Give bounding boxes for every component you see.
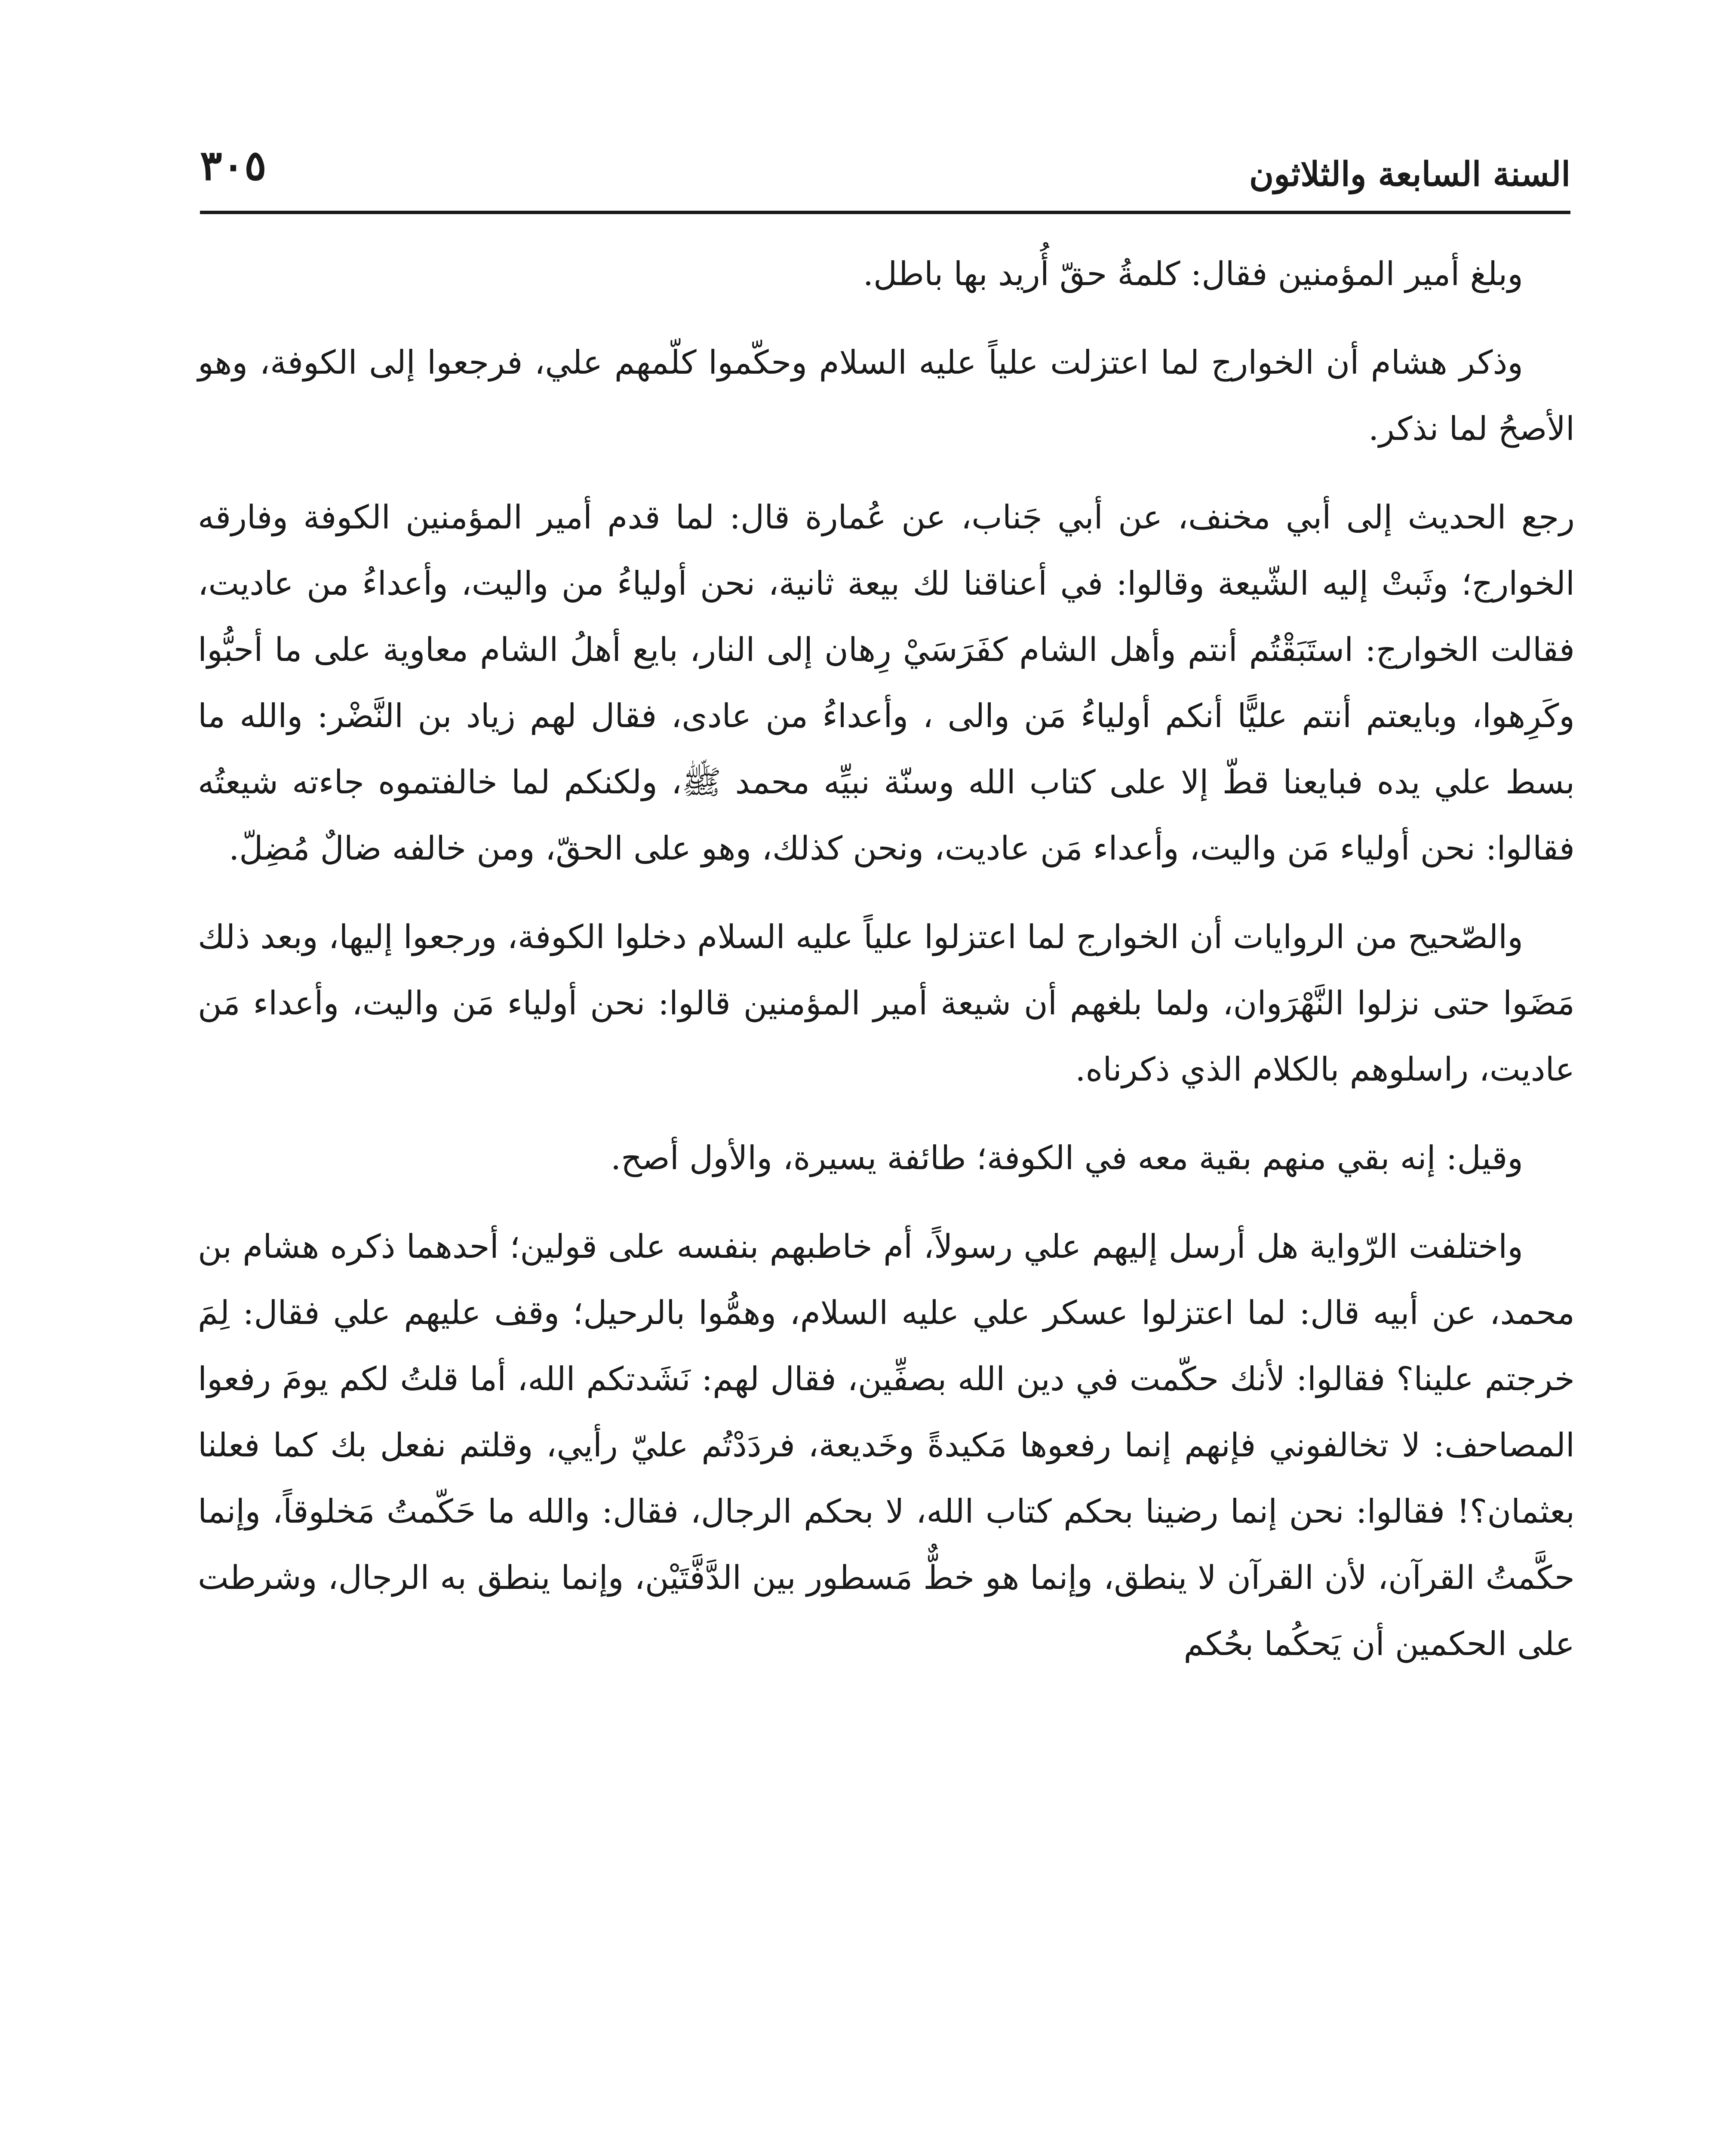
paragraph: رجع الحديث إلى أبي مخنف، عن أبي جَناب، عن عُمارة قال: لما قدم أمير المؤمنين الكوفة وفارقه الخوارج؛ وثَبتْ إليه الشّيعة وقالوا: في أعناقنا لك بيعة ثانية، نحن أولياءُ من واليت، وأعداءُ من عاديت، فقالت الخوارج: استَبَقْتُم أنتم وأهل الشام كفَرَسَيْ رِهان إلى النار، بايع أهلُ الشام معاوية على ما أحبُّوا وكَرِهوا، وبايعتم أنتم عليًّا أنكم أولياءُ مَن والى ، وأعداءُ من عادى، فقال لهم زياد بن النَّضْر: والله ما بسط علي يده فبايعنا قطّ إلا على كتاب الله وسنّة نبيِّه محمد ﷺ، ولكنكم لما خالفتموه جاءته شيعتُه فقالوا: نحن أولياء مَن واليت، وأعداء مَن عاديت، ونحن كذلك، وهو على الحقّ، ومن خالفه ضالٌ مُضِلّ. — [198, 498, 1575, 867]
paragraph: وذكر هشام أن الخوارج لما اعتزلت علياً عليه السلام وحكّموا كلّمهم علي، فرجعوا إلى الكوفة، وهو الأصحُ لما نذكر. — [198, 343, 1575, 448]
page-number: ٣٠٥ — [200, 141, 267, 190]
paragraph: والصّحيح من الروايات أن الخوارج لما اعتزلوا علياً عليه السلام دخلوا الكوفة، ورجعوا إليها، وبعد ذلك مَضَوا حتى نزلوا النَّهْرَوان، ولما بلغهم أن شيعة أمير المؤمنين قالوا: نحن أولياء مَن واليت، وأعداء مَن عاديت، راسلوهم بالكلام الذي ذكرناه. — [198, 918, 1575, 1088]
main-text — [198, 241, 1575, 1699]
page-header — [200, 129, 1570, 206]
paragraph: وبلغ أمير المؤمنين فقال: كلمةُ حقّ أُريد بها باطل. — [863, 255, 1523, 293]
header-rule — [200, 211, 1570, 214]
paragraph: وقيل: إنه بقي منهم بقية معه في الكوفة؛ طائفة يسيرة، والأول أصح. — [611, 1139, 1523, 1177]
running-title: السنة السابعة والثلاثون — [1249, 155, 1570, 194]
paragraph: واختلفت الرّواية هل أرسل إليهم علي رسولاً، أم خاطبهم بنفسه على قولين؛ أحدهما ذكره هشام بن محمد، عن أبيه قال: لما اعتزلوا عسكر علي عليه السلام، وهمُّوا بالرحيل؛ وقف عليهم علي فقال: لِمَ خرجتم علينا؟ فقالوا: لأنك حكّمت في دين الله بصفِّين، فقال لهم: نَشَدتكم الله، أما قلتُ لكم يومَ رفعوا المصاحف: لا تخالفوني فإنهم إنما رفعوها مَكيدةً وخَديعة، فردَدْتُم عليّ رأيي، وقلتم نفعل بك كما فعلنا بعثمان؟! فقالوا: نحن إنما رضينا بحكم كتاب الله، لا بحكم الرجال، فقال: والله ما حَكّمتُ مَخلوقاً، وإنما حكَّمتُ القرآن، لأن القرآن لا ينطق، وإنما هو خطٌّ مَسطور بين الدَّفَّتَيْن، وإنما ينطق به الرجال، وشرطت على الحكمين أن يَحكُما بحُكم — [198, 1227, 1575, 1663]
